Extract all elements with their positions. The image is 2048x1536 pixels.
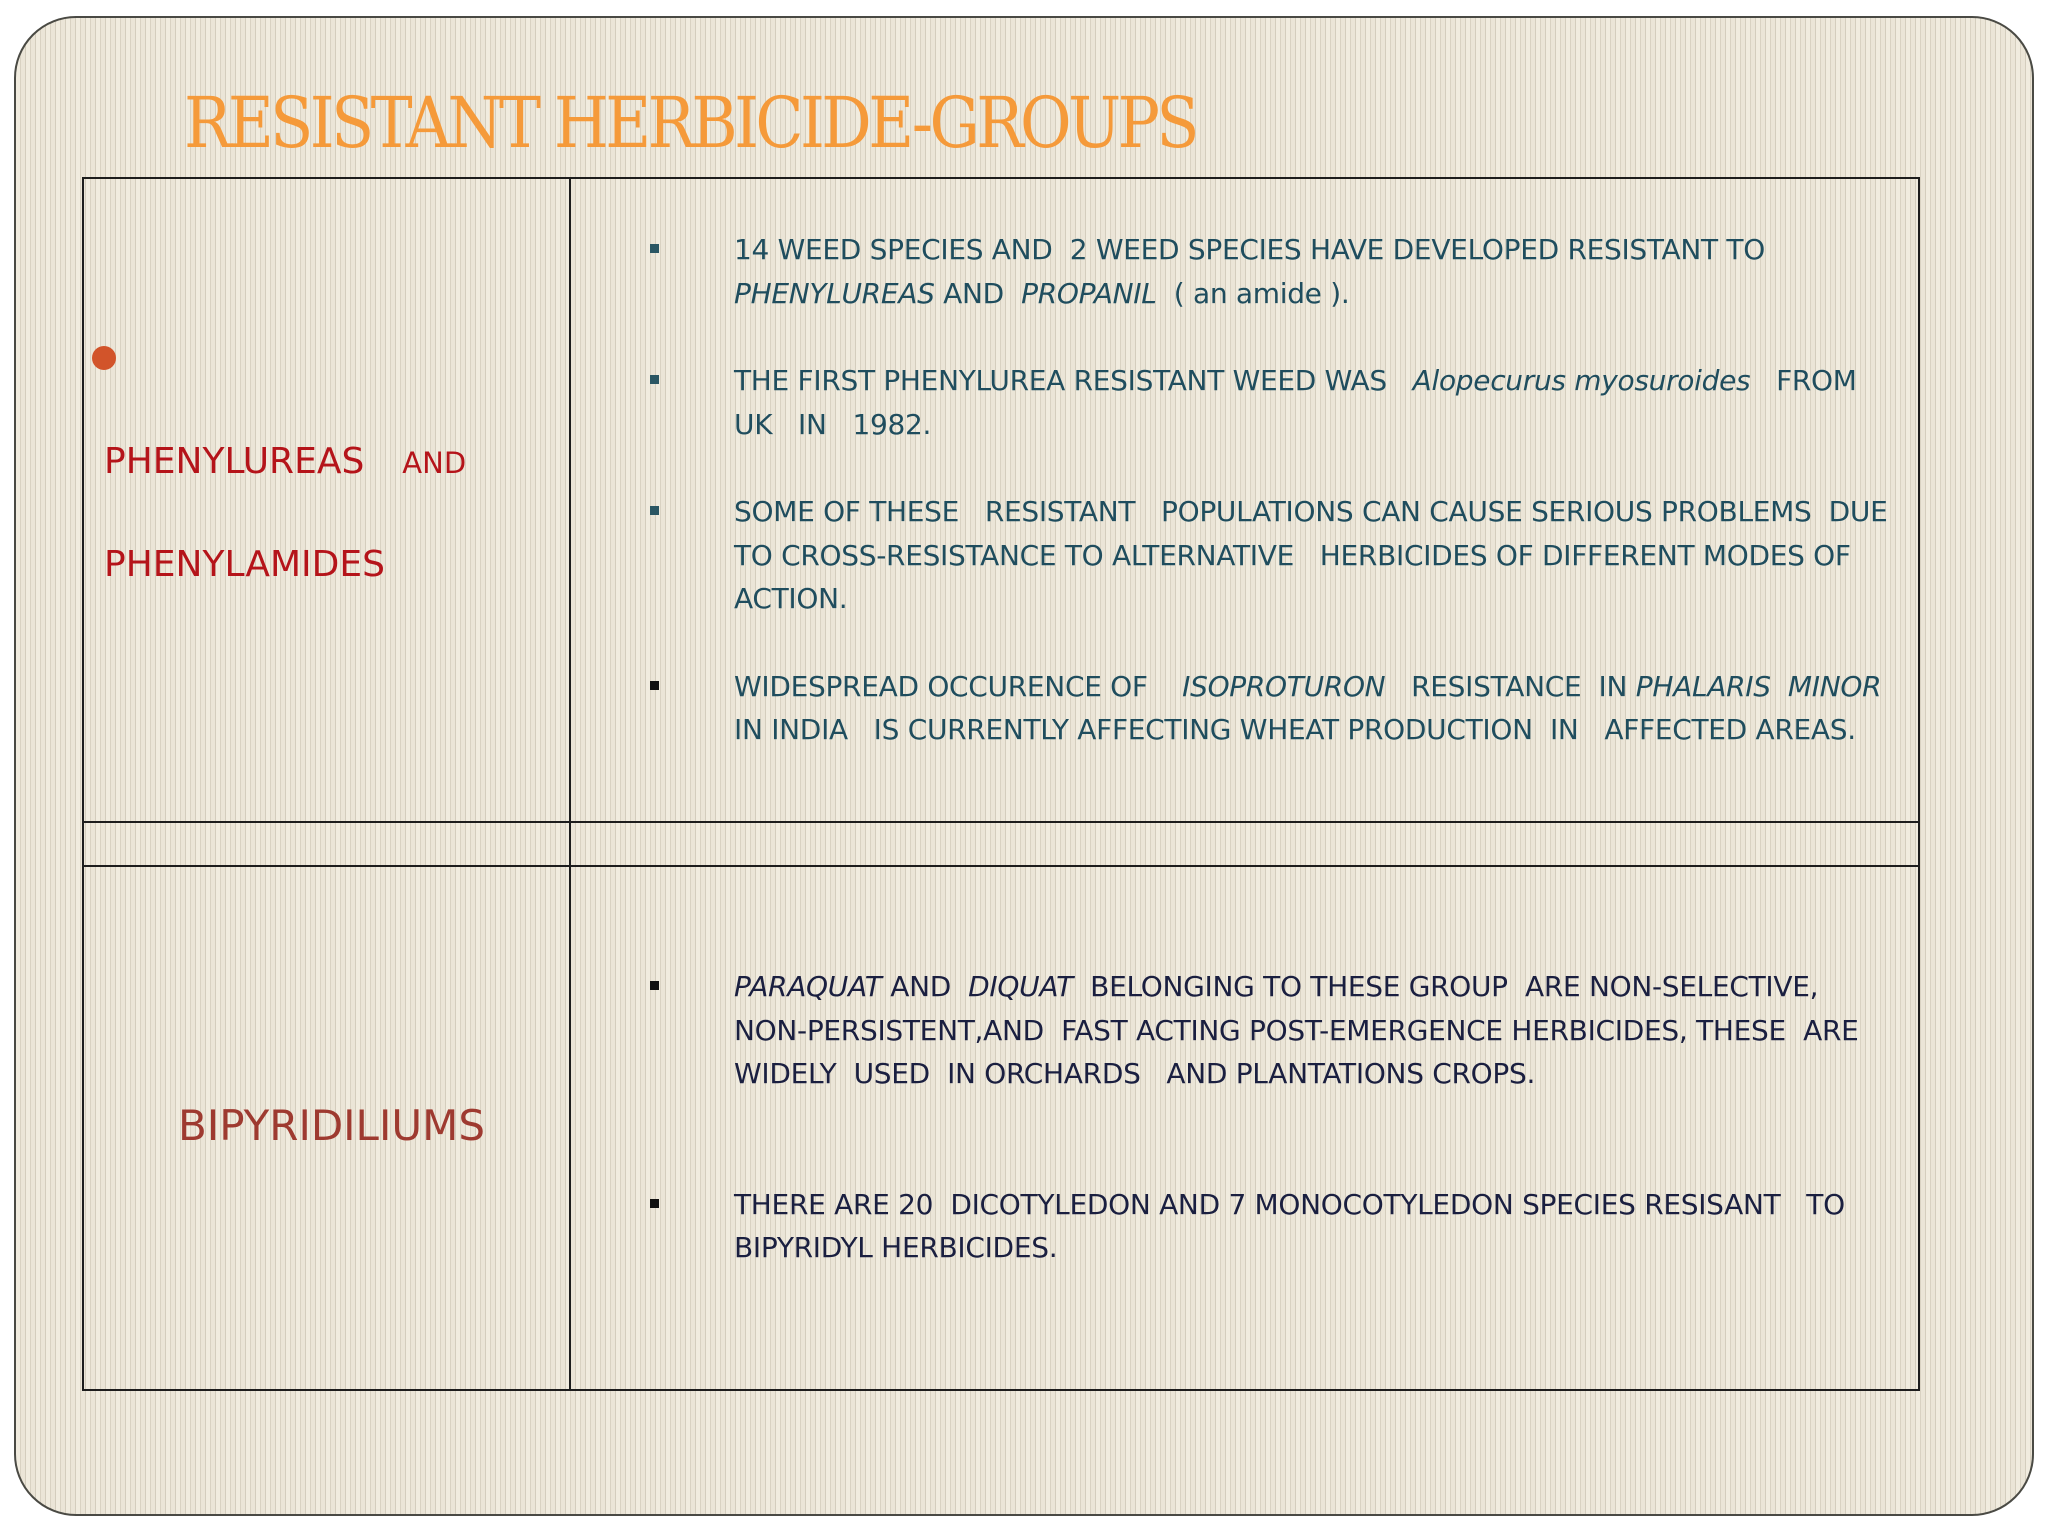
square-bullet-icon: [650, 981, 659, 990]
slide-title: RESISTANT HERBICIDE-GROUPS: [184, 82, 1196, 164]
square-bullet-icon: [650, 681, 659, 690]
square-bullet-icon: [650, 375, 659, 384]
bullet-item: [650, 490, 1898, 621]
bullet-item: [650, 228, 1898, 315]
bullet-item: [650, 665, 1916, 752]
italic-term: DIQUAT: [968, 970, 1073, 1003]
bullet-item: [650, 359, 1898, 446]
group-label-line2: PHENYLAMIDES: [104, 544, 385, 585]
italic-term: PARAQUAT: [734, 970, 882, 1003]
group-label-bipyridiliums: BIPYRIDILIUMS: [178, 1101, 485, 1150]
bullet-text: IN INDIA IS CURRENTLY AFFECTING WHEAT PRODUCTION IN AFFECTED AREAS.: [734, 669, 1916, 746]
row-divider-bottom: [84, 865, 1918, 867]
bipyridiliums-bullet-list: [650, 965, 1898, 1270]
bullet-text: WIDESPREAD OCCURENCE OF: [734, 669, 1183, 703]
bullet-text: ( an amide ).: [1156, 276, 1350, 310]
bullet-text: RESISTANCE IN: [1385, 669, 1636, 703]
row-divider-top: [84, 821, 1918, 823]
italic-term: PHENYLUREAS: [734, 276, 935, 310]
bullet-text: BELONGING TO THESE GROUP ARE NON-SELECTIVE, NON-PERSISTENT,AND FAST ACTING POST-EMERGENCE HERBICIDES, THESE ARE WIDELY USED IN ORCHARDS AND PLANTATIONS CROPS.: [734, 970, 1876, 1090]
square-bullet-icon: [650, 1199, 659, 1208]
bullet-text: AND: [881, 970, 969, 1003]
italic-term: Alopecurus myosuroides: [1412, 364, 1751, 397]
bullet-item: [650, 965, 1898, 1096]
bullet-item: [650, 1183, 1898, 1270]
italic-term: PROPANIL: [1021, 276, 1157, 310]
square-bullet-icon: [650, 244, 659, 253]
square-bullet-icon: [650, 506, 659, 515]
bullet-text: AND: [934, 276, 1022, 310]
bullet-text: FROM UK IN 1982.: [734, 364, 1892, 441]
bullet-text: THERE ARE 20 DICOTYLEDON AND 7 MONOCOTYLEDON SPECIES RESISANT TO BIPYRIDYL HERBICIDES.: [734, 1187, 1871, 1264]
bullet-dot-icon: [92, 346, 116, 370]
bullet-text: SOME OF THESE RESISTANT POPULATIONS CAN CAUSE SERIOUS PROBLEMS DUE TO CROSS-RESISTANCE TO ALTERNATIVE HERBICIDES OF DIFFERENT MODES OF ACTION.: [734, 495, 1897, 615]
herbicide-groups-table: [82, 177, 1920, 1391]
bullet-text: 14 WEED SPECIES AND 2 WEED SPECIES HAVE DEVELOPED RESISTANT TO: [734, 233, 1774, 266]
slide: [14, 16, 2034, 1516]
italic-term: PHALARIS MINOR: [1635, 669, 1882, 703]
group-label-connector: AND: [402, 446, 467, 480]
italic-term: ISOPROTURON: [1182, 669, 1386, 703]
group-label-line1: PHENYLUREAS: [104, 441, 365, 482]
column-divider: [569, 179, 571, 1389]
bullet-text: THE FIRST PHENYLUREA RESISTANT WEED WAS: [734, 364, 1413, 397]
group-label-phenylureas: [104, 411, 466, 616]
phenylureas-bullet-list: [650, 228, 1916, 796]
